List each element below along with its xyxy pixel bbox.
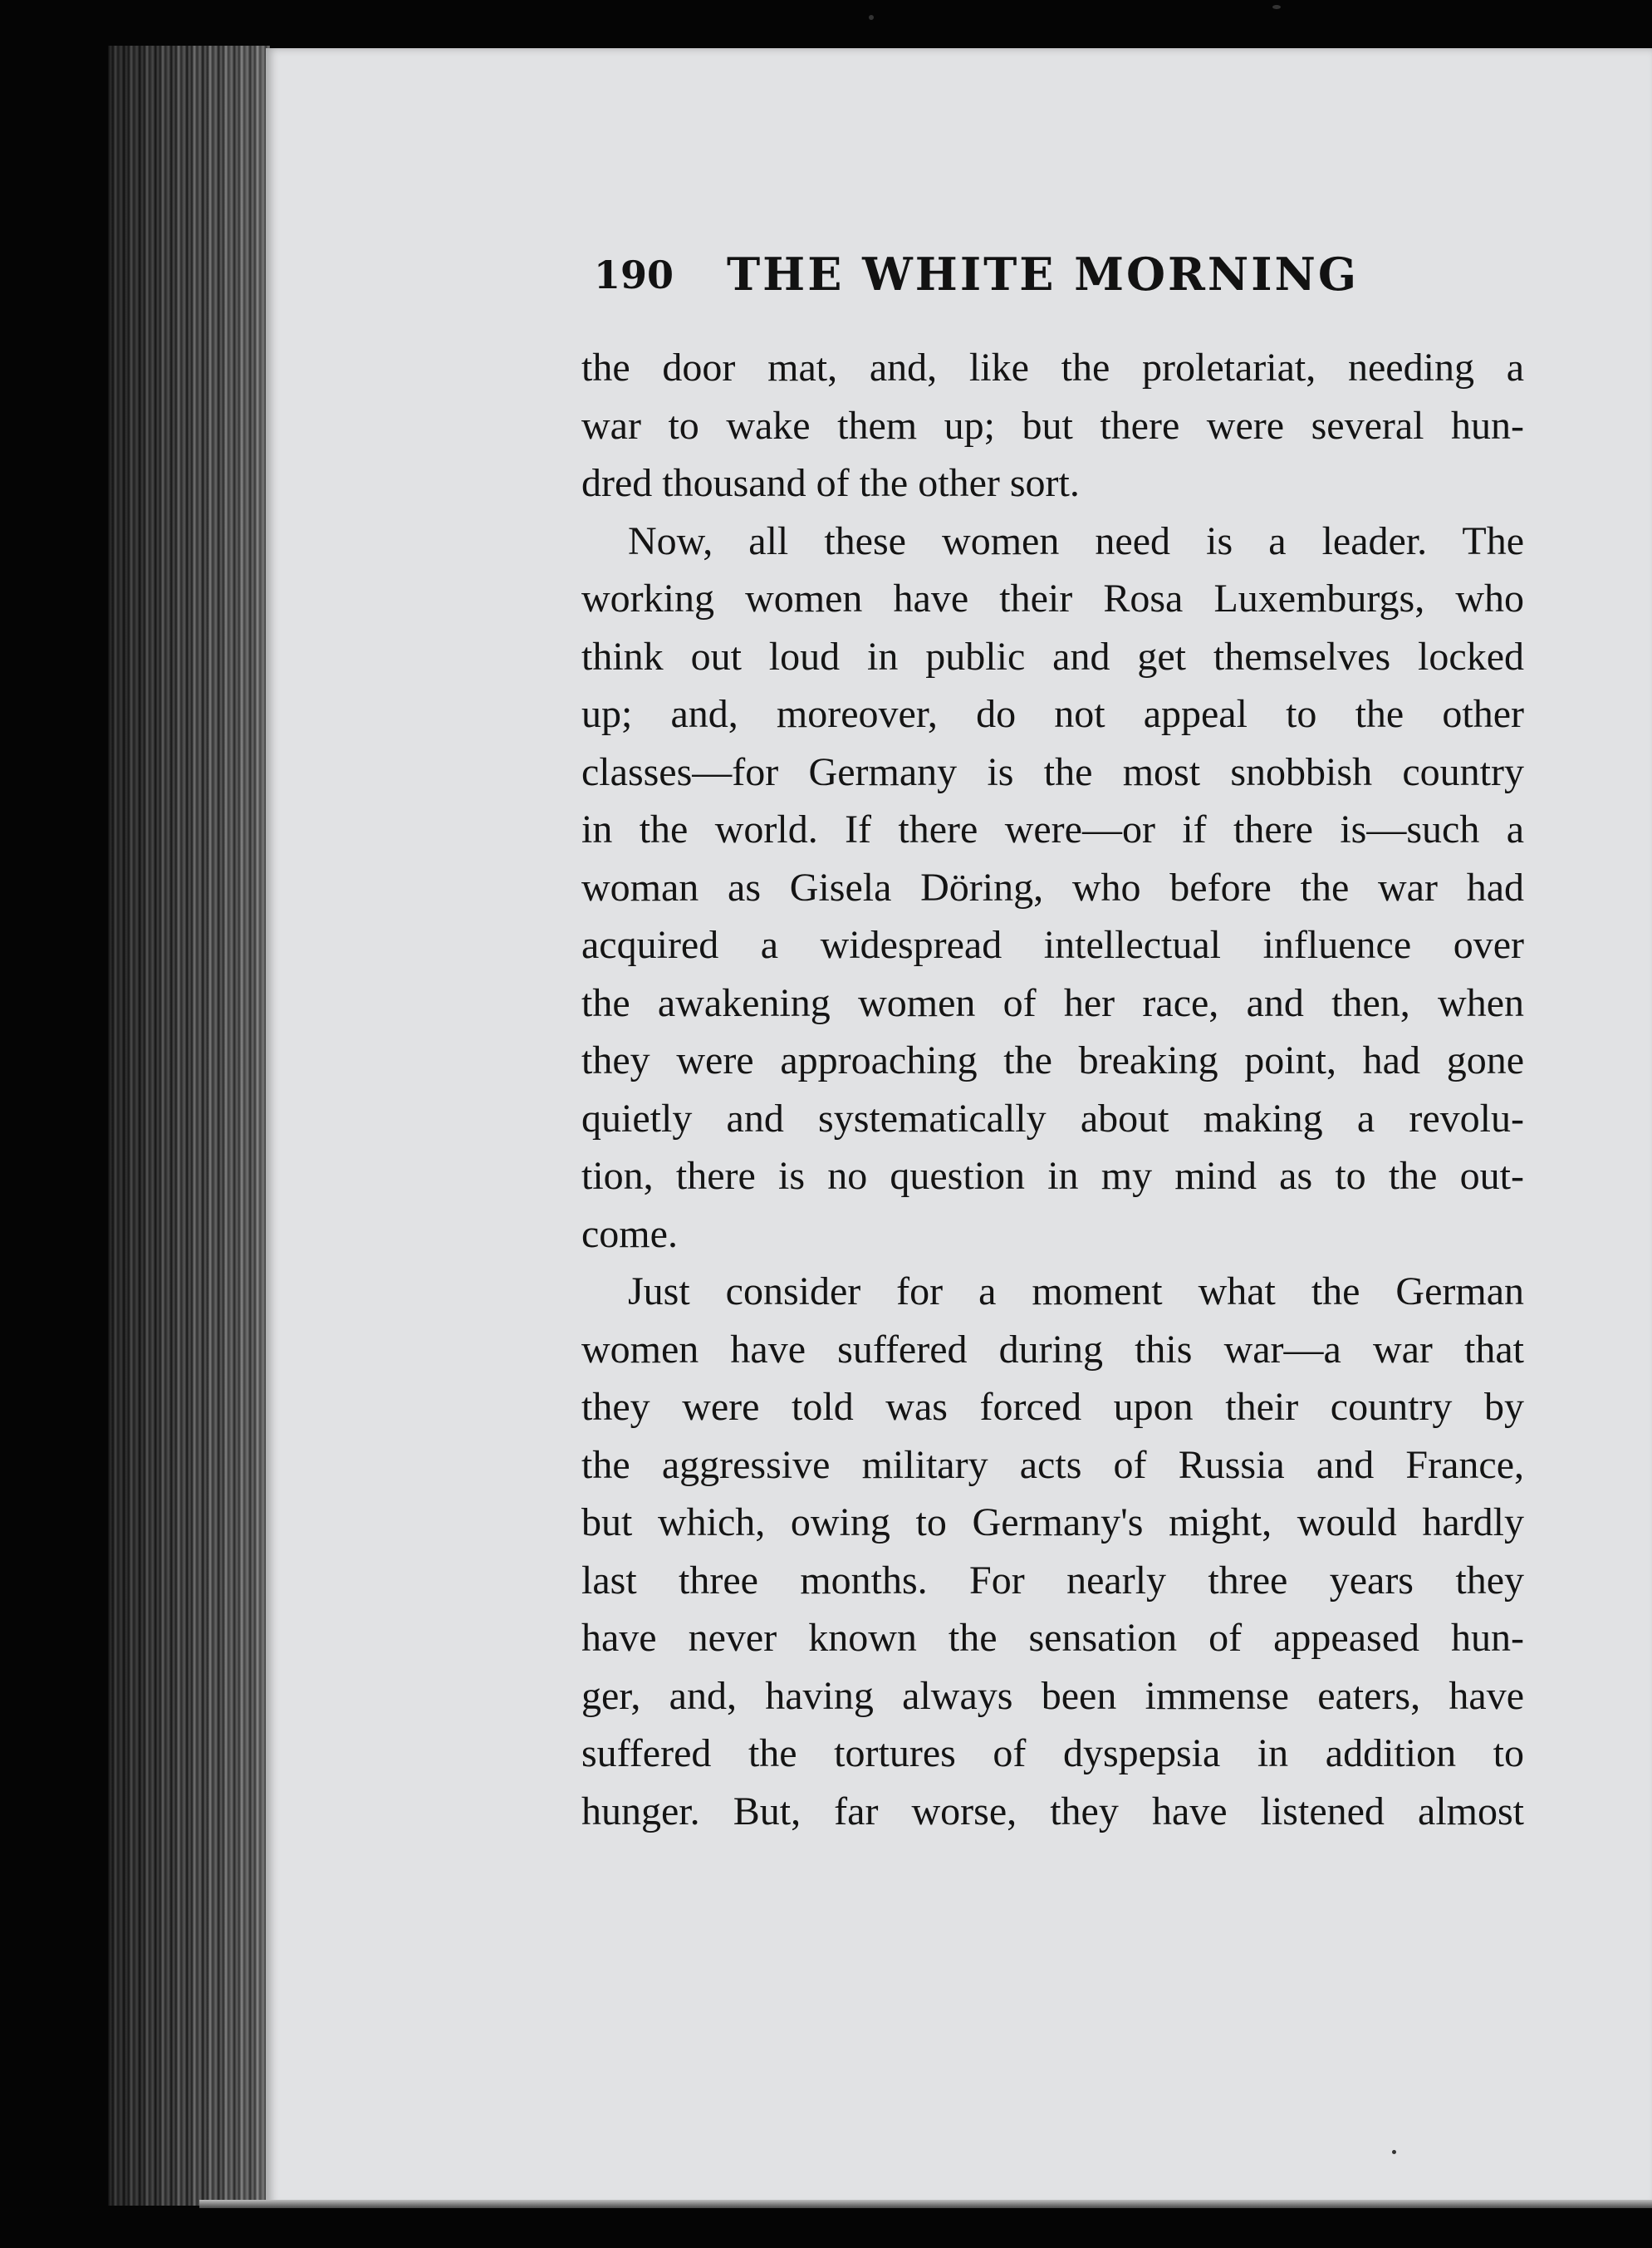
text-line: but which, owing to Germany's might, would hardly xyxy=(581,1500,1524,1544)
running-title: THE WHITE MORNING xyxy=(727,248,1360,301)
text-line: in the world. If there were—or if there is—such a xyxy=(581,807,1524,852)
scan-speck xyxy=(869,15,874,20)
page-stack-shadow xyxy=(108,46,270,2206)
text-line: tion, there is no question in my mind as to the out- xyxy=(581,1154,1524,1198)
text-line: war to wake them up; but there were several hun- xyxy=(581,403,1524,448)
body-text xyxy=(581,339,1524,1840)
text-line: the door mat, and, like the proletariat, needing a xyxy=(581,346,1524,390)
text-line: dred thousand of the other sort. xyxy=(581,461,1080,505)
page-bottom-edge xyxy=(199,2200,1652,2208)
text-line: come. xyxy=(581,1211,678,1256)
text-line: they were approaching the breaking point, had gone xyxy=(581,1038,1524,1082)
text-line: Just consider for a moment what the German xyxy=(628,1269,1524,1313)
text-line: ger, and, having always been immense eaters, have xyxy=(581,1673,1524,1718)
page-number: 190 xyxy=(594,253,674,297)
text-line: the awakening women of her race, and then, when xyxy=(581,980,1524,1025)
scan-speck xyxy=(1392,2150,1396,2154)
text-line: the aggressive military acts of Russia and France, xyxy=(581,1442,1524,1487)
text-line: classes—for Germany is the most snobbish country xyxy=(581,749,1524,794)
running-head xyxy=(594,248,1424,314)
text-line: hunger. But, far worse, they have listened almost xyxy=(581,1789,1524,1833)
text-line: woman as Gisela Döring, who before the war had xyxy=(581,865,1524,910)
text-line: think out loud in public and get themselves locked xyxy=(581,634,1524,679)
text-line: they were told was forced upon their country by xyxy=(581,1385,1524,1429)
scan-speck xyxy=(1272,5,1281,9)
text-line: have never known the sensation of appeased hun- xyxy=(581,1616,1524,1660)
text-line: acquired a widespread intellectual influence over xyxy=(581,923,1524,967)
text-line: last three months. For nearly three years they xyxy=(581,1558,1524,1603)
text-line: Now, all these women need is a leader. The xyxy=(628,518,1524,563)
text-line: working women have their Rosa Luxemburgs, who xyxy=(581,577,1524,621)
text-line: up; and, moreover, do not appeal to the other xyxy=(581,692,1524,736)
text-line: quietly and systematically about making a revolu- xyxy=(581,1096,1524,1141)
text-line: suffered the tortures of dyspepsia in addition to xyxy=(581,1731,1524,1775)
text-line: women have suffered during this war—a war that xyxy=(581,1327,1524,1372)
